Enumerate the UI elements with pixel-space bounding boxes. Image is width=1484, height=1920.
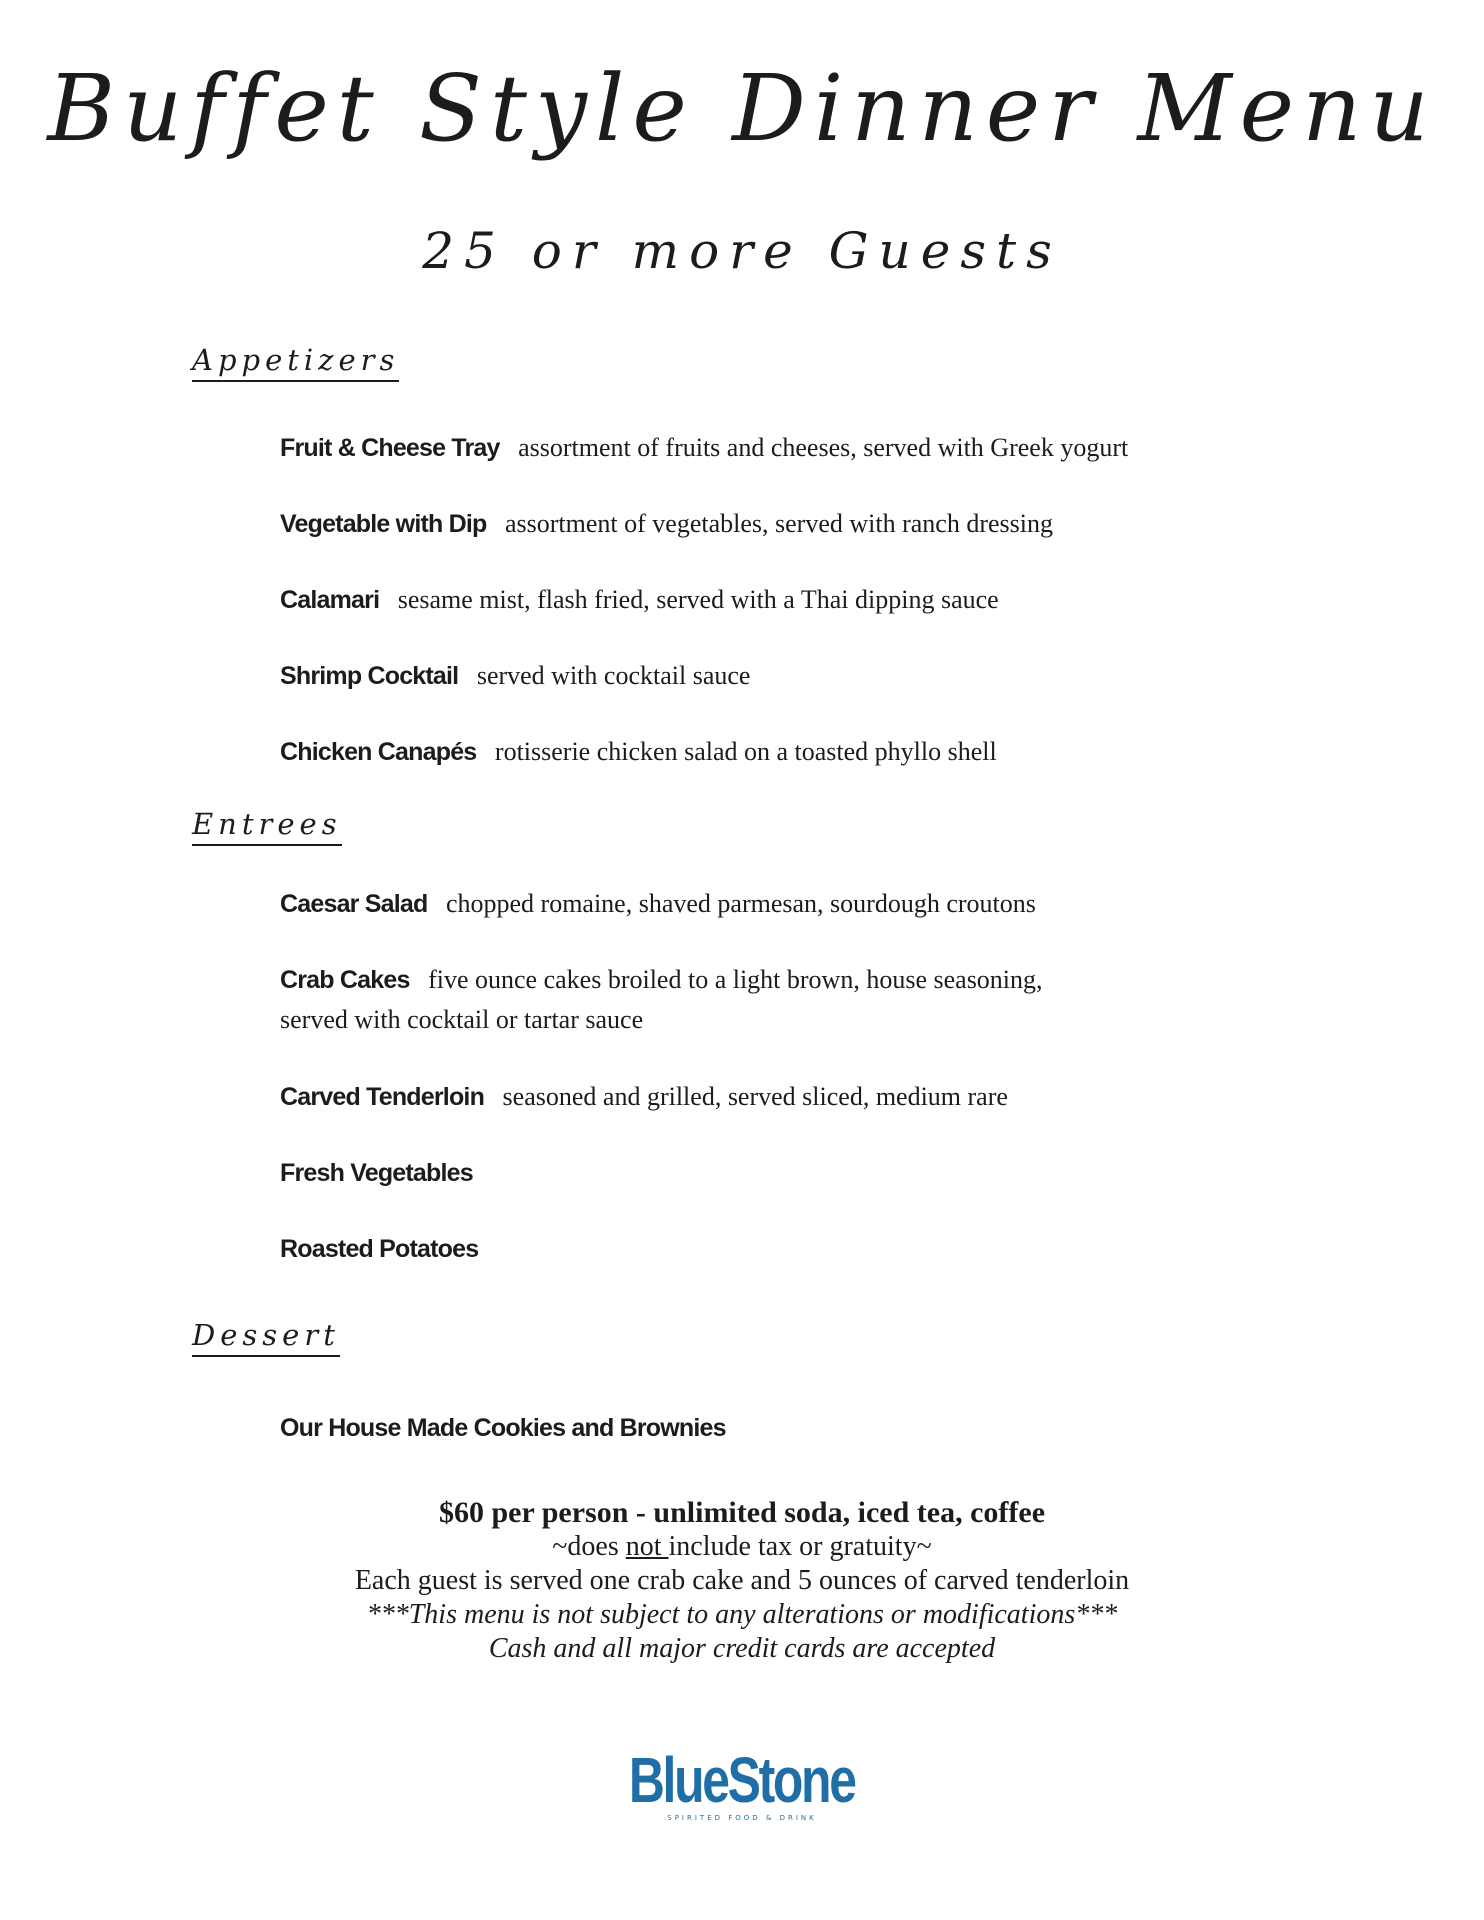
bluestone-logo <box>0 1744 1484 1822</box>
item-name: Our House Made Cookies and Brownies <box>280 1414 726 1442</box>
item-name: Fresh Vegetables <box>280 1159 473 1187</box>
menu-item <box>280 960 1280 1040</box>
menu-title: Buffet Style Dinner Menu <box>47 55 1437 162</box>
item-name: Vegetable with Dip <box>280 510 487 538</box>
item-name: Fruit & Cheese Tray <box>280 434 500 462</box>
serving-note: Each guest is served one crab cake and 5 ounces of carved tenderloin <box>354 1565 1130 1596</box>
item-name: Chicken Canapés <box>280 738 477 766</box>
tax-note-emphasis: not <box>625 1531 669 1562</box>
price-line: $60 per person - unlimited soda, iced tea, coffee <box>438 1496 1046 1529</box>
tax-note-prefix: ~does <box>552 1531 626 1562</box>
menu-item <box>280 732 1280 772</box>
logo-wordmark: BlueStone <box>629 1744 855 1816</box>
item-description: rotisserie chicken salad on a toasted phyllo shell <box>494 737 997 766</box>
menu-item <box>280 1229 1280 1269</box>
menu-item <box>280 1077 1280 1117</box>
menu-item <box>280 884 1280 924</box>
section-heading-appetizers: Appetizers <box>192 343 399 382</box>
item-name: Roasted Potatoes <box>280 1235 479 1263</box>
item-name: Caesar Salad <box>280 890 428 918</box>
item-name: Carved Tenderloin <box>280 1083 485 1111</box>
section-heading-dessert: Dessert <box>192 1318 340 1357</box>
item-description: five ounce cakes broiled to a light brown, house seasoning, <box>428 965 1043 994</box>
menu-item <box>280 580 1280 620</box>
tax-note-suffix: include tax or gratuity~ <box>668 1531 932 1562</box>
item-description: served with cocktail sauce <box>476 661 751 690</box>
item-description: sesame mist, flash fried, served with a Thai dipping sauce <box>397 585 999 614</box>
item-name: Shrimp Cocktail <box>280 662 459 690</box>
item-description: assortment of vegetables, served with ranch dressing <box>504 509 1053 538</box>
menu-item <box>280 428 1280 468</box>
menu-subtitle: 25 or more Guests <box>422 222 1062 280</box>
menu-item <box>280 1153 1280 1193</box>
logo-tagline: SPIRITED FOOD & DRINK <box>667 1814 817 1822</box>
item-name: Calamari <box>280 586 380 614</box>
item-description: seasoned and grilled, served sliced, medium rare <box>502 1082 1008 1111</box>
menu-item <box>280 1408 1280 1448</box>
item-name: Crab Cakes <box>280 966 410 994</box>
item-description: assortment of fruits and cheeses, served with Greek yogurt <box>518 433 1129 462</box>
item-description-continued: served with cocktail or tartar sauce <box>280 1005 644 1034</box>
tax-note <box>0 1530 1484 1564</box>
menu-item <box>280 504 1280 544</box>
payment-note: Cash and all major credit cards are accepted <box>488 1633 996 1664</box>
modification-note: ***This menu is not subject to any alterations or modifications*** <box>366 1599 1118 1630</box>
section-heading-entrees: Entrees <box>192 807 342 846</box>
menu-item <box>280 656 1280 696</box>
item-description: chopped romaine, shaved parmesan, sourdough croutons <box>445 889 1036 918</box>
